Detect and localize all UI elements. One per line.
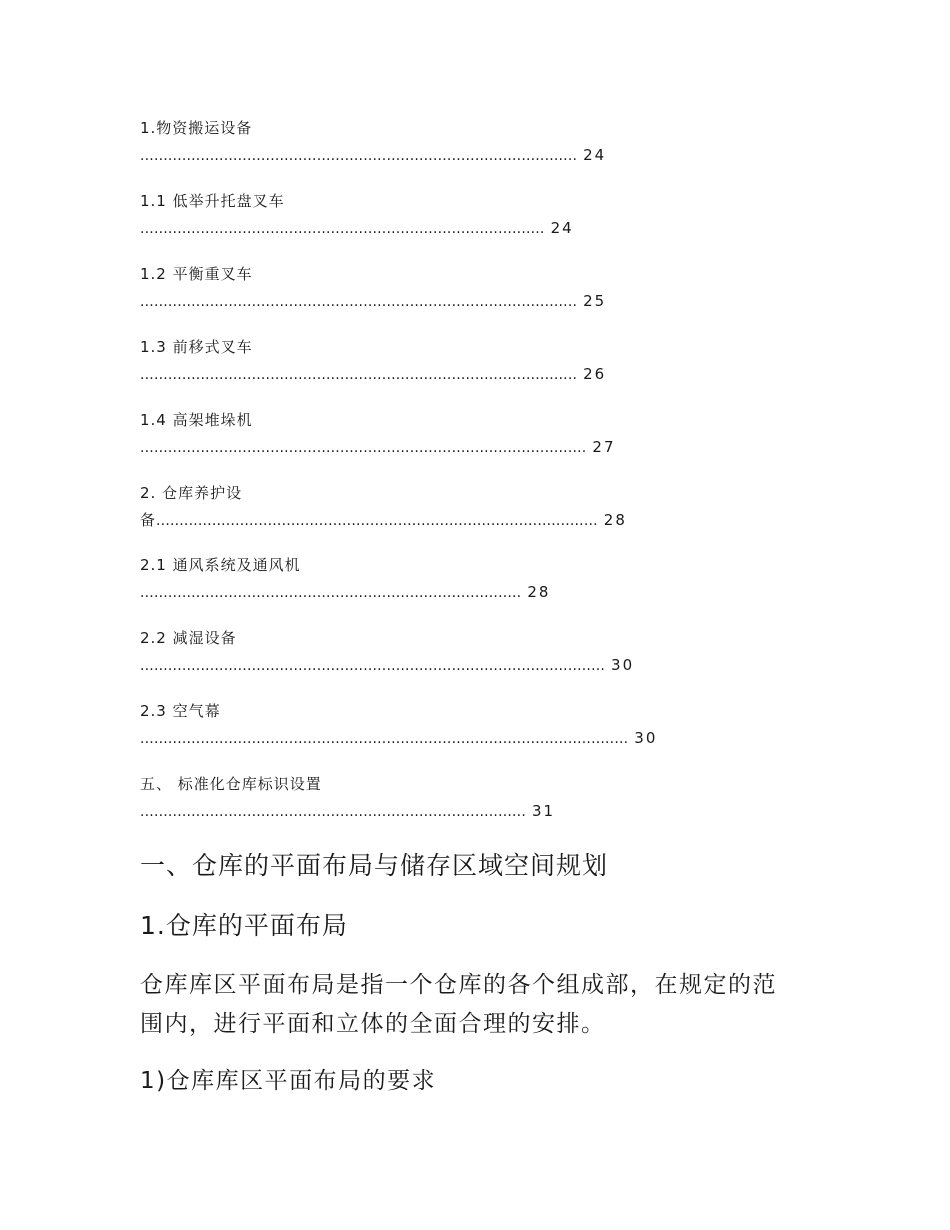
toc-page-number: 25 [583,292,607,310]
toc-entry-title: 2.1 通风系统及通风机 [140,556,301,574]
toc-page-number: 28 [603,511,627,529]
toc-leader [140,218,574,239]
toc-leader [140,655,634,676]
toc-page-number: 30 [634,729,658,747]
toc-entry[interactable] [140,410,616,456]
toc-entry[interactable] [140,483,627,529]
toc-leader [140,510,627,531]
toc-dots: ............................................................................................... [156,513,598,529]
toc-page-number: 24 [550,219,574,237]
toc-page-number: 24 [583,146,607,164]
toc-leader [140,801,555,822]
toc-page-number: 27 [592,438,616,456]
toc-leader [140,291,606,312]
toc-entry[interactable] [140,774,556,820]
toc-entry-title: 1.4 高架堆垛机 [140,411,253,429]
toc-entry[interactable] [140,701,658,747]
toc-entry-title: 1.1 低举升托盘叉车 [140,192,285,210]
toc-dots: ....................................................................................... [140,221,545,237]
toc-entry[interactable] [140,555,551,601]
toc-page-number: 28 [527,583,551,601]
toc-dots: ......................................................................................................... [140,731,629,747]
toc-entry-title: 1.物资搬运设备 [140,119,253,137]
subsection-heading: 1.仓库的平面布局 [140,911,348,940]
toc-entry-title: 1.3 前移式叉车 [140,338,253,356]
toc-entry[interactable] [140,628,635,674]
toc-entry-title: 2. 仓库养护设 [140,484,243,502]
toc-dots: .............................................................................................. [140,367,578,383]
toc-leader [140,437,616,458]
toc-dots: ................................................................................................ [140,440,587,456]
toc-dots: .................................................................................. [140,585,522,601]
toc-page-number: 30 [611,656,635,674]
section-heading: 一、仓库的平面布局与储存区域空间规划 [140,851,609,880]
toc-dots: .............................................................................................. [140,294,578,310]
toc-dots: .............................................................................................. [140,148,578,164]
toc-page-number: 26 [583,365,607,383]
toc-entry[interactable] [140,118,607,164]
toc-dots: .................................................................................................... [140,658,606,674]
toc-entry-title: 2.3 空气幕 [140,702,221,720]
toc-leader [140,364,606,385]
body-paragraph: 仓库库区平面布局是指一个仓库的各个组成部，在规定的范围内，进行平面和立体的全面合理的安排。 [140,972,777,1037]
toc-leader [140,728,657,749]
toc-entry[interactable] [140,264,607,310]
toc-entry-title: 1.2 平衡重叉车 [140,265,253,283]
toc-entry-title: 2.2 减湿设备 [140,629,237,647]
toc-entry[interactable] [140,337,607,383]
toc-leader [140,582,550,603]
toc-leader-prefix: 备 [140,511,157,529]
toc-entry-title: 五、 标准化仓库标识设置 [140,775,322,793]
toc-page-number: 31 [531,802,556,820]
subsubsection-heading: 1)仓库库区平面布局的要求 [140,1068,437,1094]
toc-dots: ................................................................................... [140,804,526,820]
toc-entry[interactable] [140,191,574,237]
toc-leader [140,145,606,166]
